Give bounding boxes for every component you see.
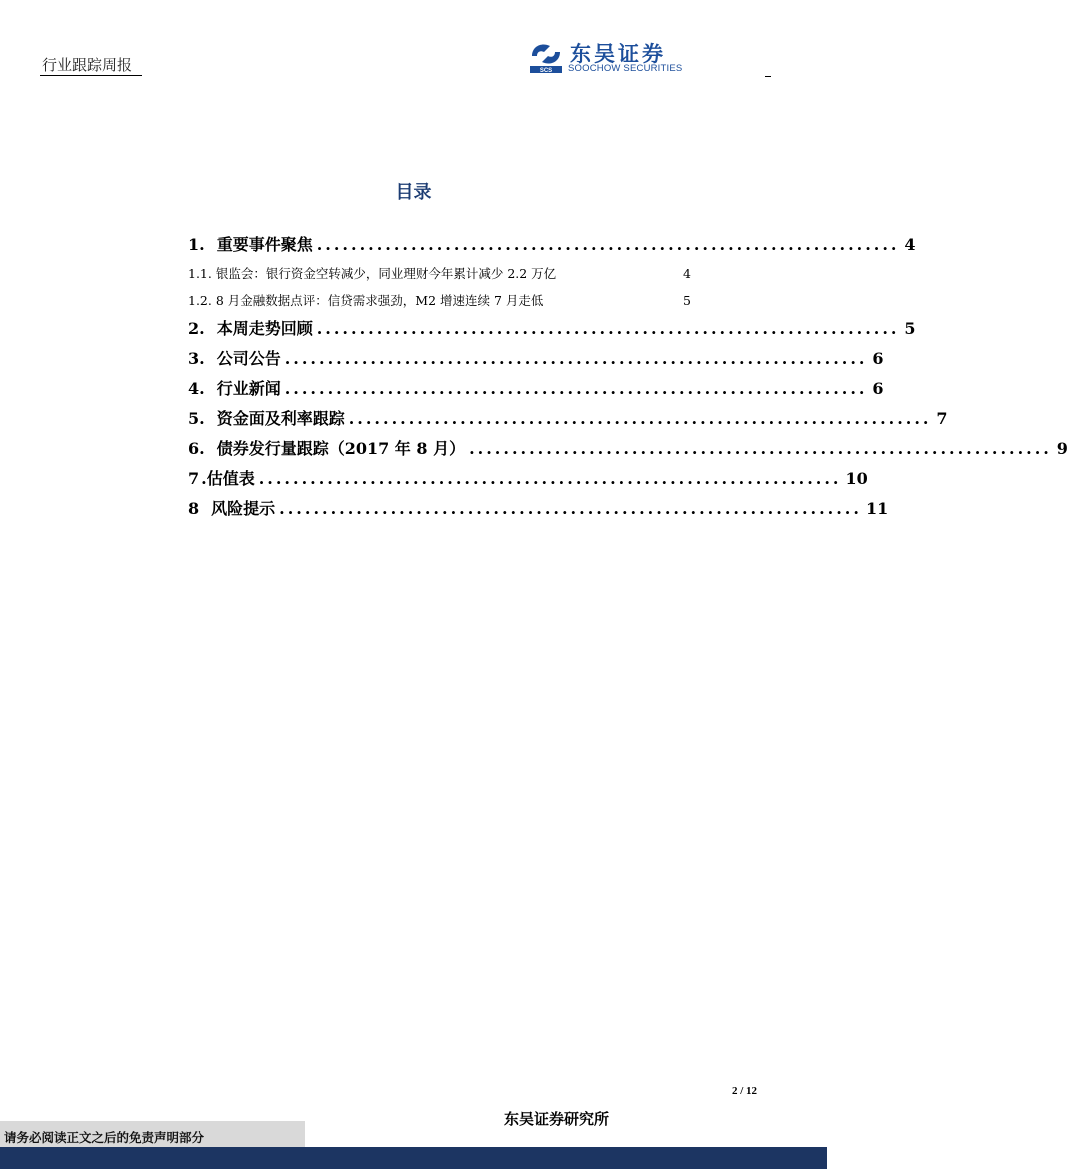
toc-entry-number: 3. xyxy=(188,349,205,368)
toc-entry-text: 资金面及利率跟踪 xyxy=(216,409,345,428)
logo-mark-text: SCS xyxy=(539,68,553,74)
page-number: 2 / 12 xyxy=(732,1085,758,1097)
toc-entry-page: 5 xyxy=(683,293,691,308)
toc-entry-text: 债券发行量跟踪（2017 年 8 月） xyxy=(216,439,466,458)
toc-entry-text: 风险提示 xyxy=(211,499,276,518)
toc-leader-dots: .................................................................... xyxy=(284,349,868,368)
toc-entry-text: 8 月金融数据点评：信贷需求强劲，M2 增速连续 7 月走低 xyxy=(215,293,544,308)
toc-entry-page: 11 xyxy=(865,499,889,518)
toc-entry-page: 6 xyxy=(872,379,884,398)
toc-entry-page: 10 xyxy=(845,469,868,488)
toc-entry-text: 本周走势回顾 xyxy=(216,319,313,338)
toc-entry-number: 7 xyxy=(188,469,200,488)
toc-entry-6[interactable] xyxy=(188,436,1068,466)
toc-title: 目录 xyxy=(395,182,432,203)
toc-entry-page: 4 xyxy=(904,235,916,254)
toc-leader-dots: .................................................................... xyxy=(348,409,932,428)
toc-entry-4[interactable] xyxy=(188,376,884,406)
header-underline xyxy=(40,75,142,76)
toc-leader-dots: .................................................................... xyxy=(469,439,1052,458)
toc-entry-text: 重要事件聚焦 xyxy=(216,235,313,254)
toc-entry-number: 4. xyxy=(188,379,205,398)
company-logo xyxy=(528,38,708,76)
toc-entry-number: 2. xyxy=(188,319,205,338)
toc-leader-dots: .................................................................... xyxy=(258,469,842,488)
toc-entry-text: .估值表 xyxy=(201,469,255,488)
toc-entry-number: 1.2. xyxy=(188,293,212,308)
toc-entry-text: 银监会：银行资金空转减少，同业理财今年累计减少 2.2 万亿 xyxy=(215,266,557,281)
toc-entry-8[interactable] xyxy=(188,496,889,526)
logo-chinese-name: 东吴证券 xyxy=(570,42,666,66)
disclaimer-text: 请务必阅读正文之后的免责声明部分 xyxy=(4,1130,205,1145)
toc-entry-number: 1. xyxy=(188,235,205,254)
toc-entry-page: 9 xyxy=(1056,439,1068,458)
toc-entry-2[interactable] xyxy=(188,316,916,346)
toc-entry-page: 7 xyxy=(936,409,948,428)
toc-entry-page: 4 xyxy=(683,266,691,281)
footer-bar xyxy=(0,1147,827,1169)
toc-leader-dots: .................................................................... xyxy=(316,319,900,338)
toc-entry-1-2[interactable] xyxy=(188,289,691,316)
logo-mark-icon xyxy=(528,38,564,74)
header-title: 行业跟踪周报 xyxy=(42,56,133,74)
table-of-contents xyxy=(188,232,1068,526)
toc-leader-dots: .................................................................... xyxy=(284,379,868,398)
toc-leader-dots: .................................................................... xyxy=(279,499,862,518)
toc-entry-7[interactable] xyxy=(188,466,868,496)
toc-entry-text: 公司公告 xyxy=(216,349,281,368)
toc-entry-number: 1.1. xyxy=(188,266,212,281)
toc-entry-5[interactable] xyxy=(188,406,948,436)
toc-entry-number: 5. xyxy=(188,409,205,428)
toc-leader-dots: .................................................................... xyxy=(316,235,900,254)
toc-entry-number: 6. xyxy=(188,439,205,458)
header-dash xyxy=(765,76,771,77)
toc-entry-number: 8 xyxy=(188,499,200,518)
toc-entry-text: 行业新闻 xyxy=(216,379,281,398)
toc-entry-1-1[interactable] xyxy=(188,262,691,289)
toc-entry-1[interactable] xyxy=(188,232,916,262)
logo-english-name: SOOCHOW SECURITIES xyxy=(568,63,683,74)
research-institute-name: 东吴证券研究所 xyxy=(504,1110,610,1128)
toc-entry-3[interactable] xyxy=(188,346,884,376)
toc-entry-page: 5 xyxy=(904,319,916,338)
toc-entry-page: 6 xyxy=(872,349,884,368)
